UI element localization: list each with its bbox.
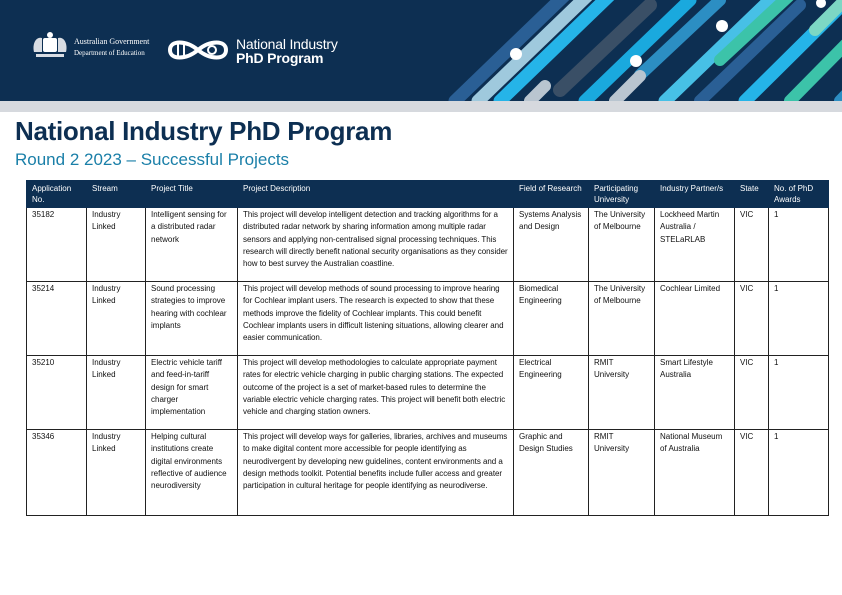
column-header-field-of-research: Field of Research [514,181,589,208]
page-subtitle: Round 2 2023 – Successful Projects [15,150,290,169]
cell-project-description: This project will develop ways for galleries, libraries, archives and museums to make digital content more accessible for people identifying as neurodivergent by developing new guidelines, content environments and a design methods toolkit. Potential benefits include fuller access and greater participation in cultural heritage for people identifying as neurodiverse. [238,430,514,516]
government-name: Australian Government [74,37,150,46]
column-header-state: State [735,181,769,208]
column-header-project-title: Project Title [146,181,238,208]
cell-application-no: 35214 [27,282,87,356]
cell-field-of-research: Biomedical Engineering [514,282,589,356]
cell-project-title: Electric vehicle tariff and feed-in-tariff design for smart charger implementation [146,356,238,430]
cell-university: The University of Melbourne [589,208,655,282]
column-header-participating-university: Participating University [589,181,655,208]
cell-phd-awards: 1 [769,430,829,516]
cell-project-description: This project will develop methodologies to calculate appropriate payment rates for electric vehicle charging in public charging stations. The expected outcome of the project is a set of market-based rules to determine the variable electric vehicle charging rates. This project will benefit both electric vehicle and charging station owners. [238,356,514,430]
cell-field-of-research: Electrical Engineering [514,356,589,430]
table-row [27,282,829,356]
department-name: Department of Education [74,49,145,57]
table-row [27,356,829,430]
cell-phd-awards: 1 [769,208,829,282]
column-header-project-description: Project Description [238,181,514,208]
table-row [27,208,829,282]
program-name-line1: National Industry [236,36,338,52]
cell-state: VIC [735,430,769,516]
cell-industry-partner: Lockheed Martin Australia / STELaRLAB [655,208,735,282]
cell-field-of-research: Graphic and Design Studies [514,430,589,516]
column-header-application-no: Application No. [27,181,87,208]
cell-stream: Industry Linked [87,208,146,282]
cell-project-title: Helping cultural institutions create digital environments reflective of audience neurodiversity [146,430,238,516]
coat-of-arms-icon [30,30,70,60]
table-row [27,430,829,516]
cell-stream: Industry Linked [87,282,146,356]
cell-stream: Industry Linked [87,356,146,430]
cell-application-no: 35210 [27,356,87,430]
cell-industry-partner: National Museum of Australia [655,430,735,516]
cell-application-no: 35346 [27,430,87,516]
australian-government-logo [30,30,160,62]
cell-application-no: 35182 [27,208,87,282]
cell-state: VIC [735,356,769,430]
cell-project-description: This project will develop intelligent detection and tracking algorithms for a distributed radar network by sharing information among multiple radar sensors and applying non-centralised signal processing techniques. This research will directly benefit national security organisations as they consider how to best survey the Australian coastline. [238,208,514,282]
page-title: National Industry PhD Program [15,116,393,146]
cell-industry-partner: Smart Lifestyle Australia [655,356,735,430]
cell-stream: Industry Linked [87,430,146,516]
column-header-industry-partners: Industry Partner/s [655,181,735,208]
table-header-row [27,181,829,208]
column-header-phd-awards: No. of PhD Awards [769,181,829,208]
cell-phd-awards: 1 [769,282,829,356]
cell-field-of-research: Systems Analysis and Design [514,208,589,282]
column-header-stream: Stream [87,181,146,208]
cell-industry-partner: Cochlear Limited [655,282,735,356]
program-name-line2: PhD Program [236,50,324,66]
program-infinity-icon [164,34,232,66]
cell-university: RMIT University [589,430,655,516]
cell-university: RMIT University [589,356,655,430]
projects-table [26,180,829,516]
cell-state: VIC [735,282,769,356]
cell-state: VIC [735,208,769,282]
cell-university: The University of Melbourne [589,282,655,356]
banner-divider [0,101,842,112]
cell-project-title: Sound processing strategies to improve hearing with cochlear implants [146,282,238,356]
cell-project-description: This project will develop methods of sound processing to improve hearing for Cochlear implant users. The research is expected to show that these methods improve the fidelity of Cochlear implants. This could benefit Cochlear implants users in difficult listening situations, allowing clearer and easier communication. [238,282,514,356]
cell-phd-awards: 1 [769,356,829,430]
cell-project-title: Intelligent sensing for a distributed radar network [146,208,238,282]
header-banner [0,0,842,101]
program-logo [164,32,364,68]
